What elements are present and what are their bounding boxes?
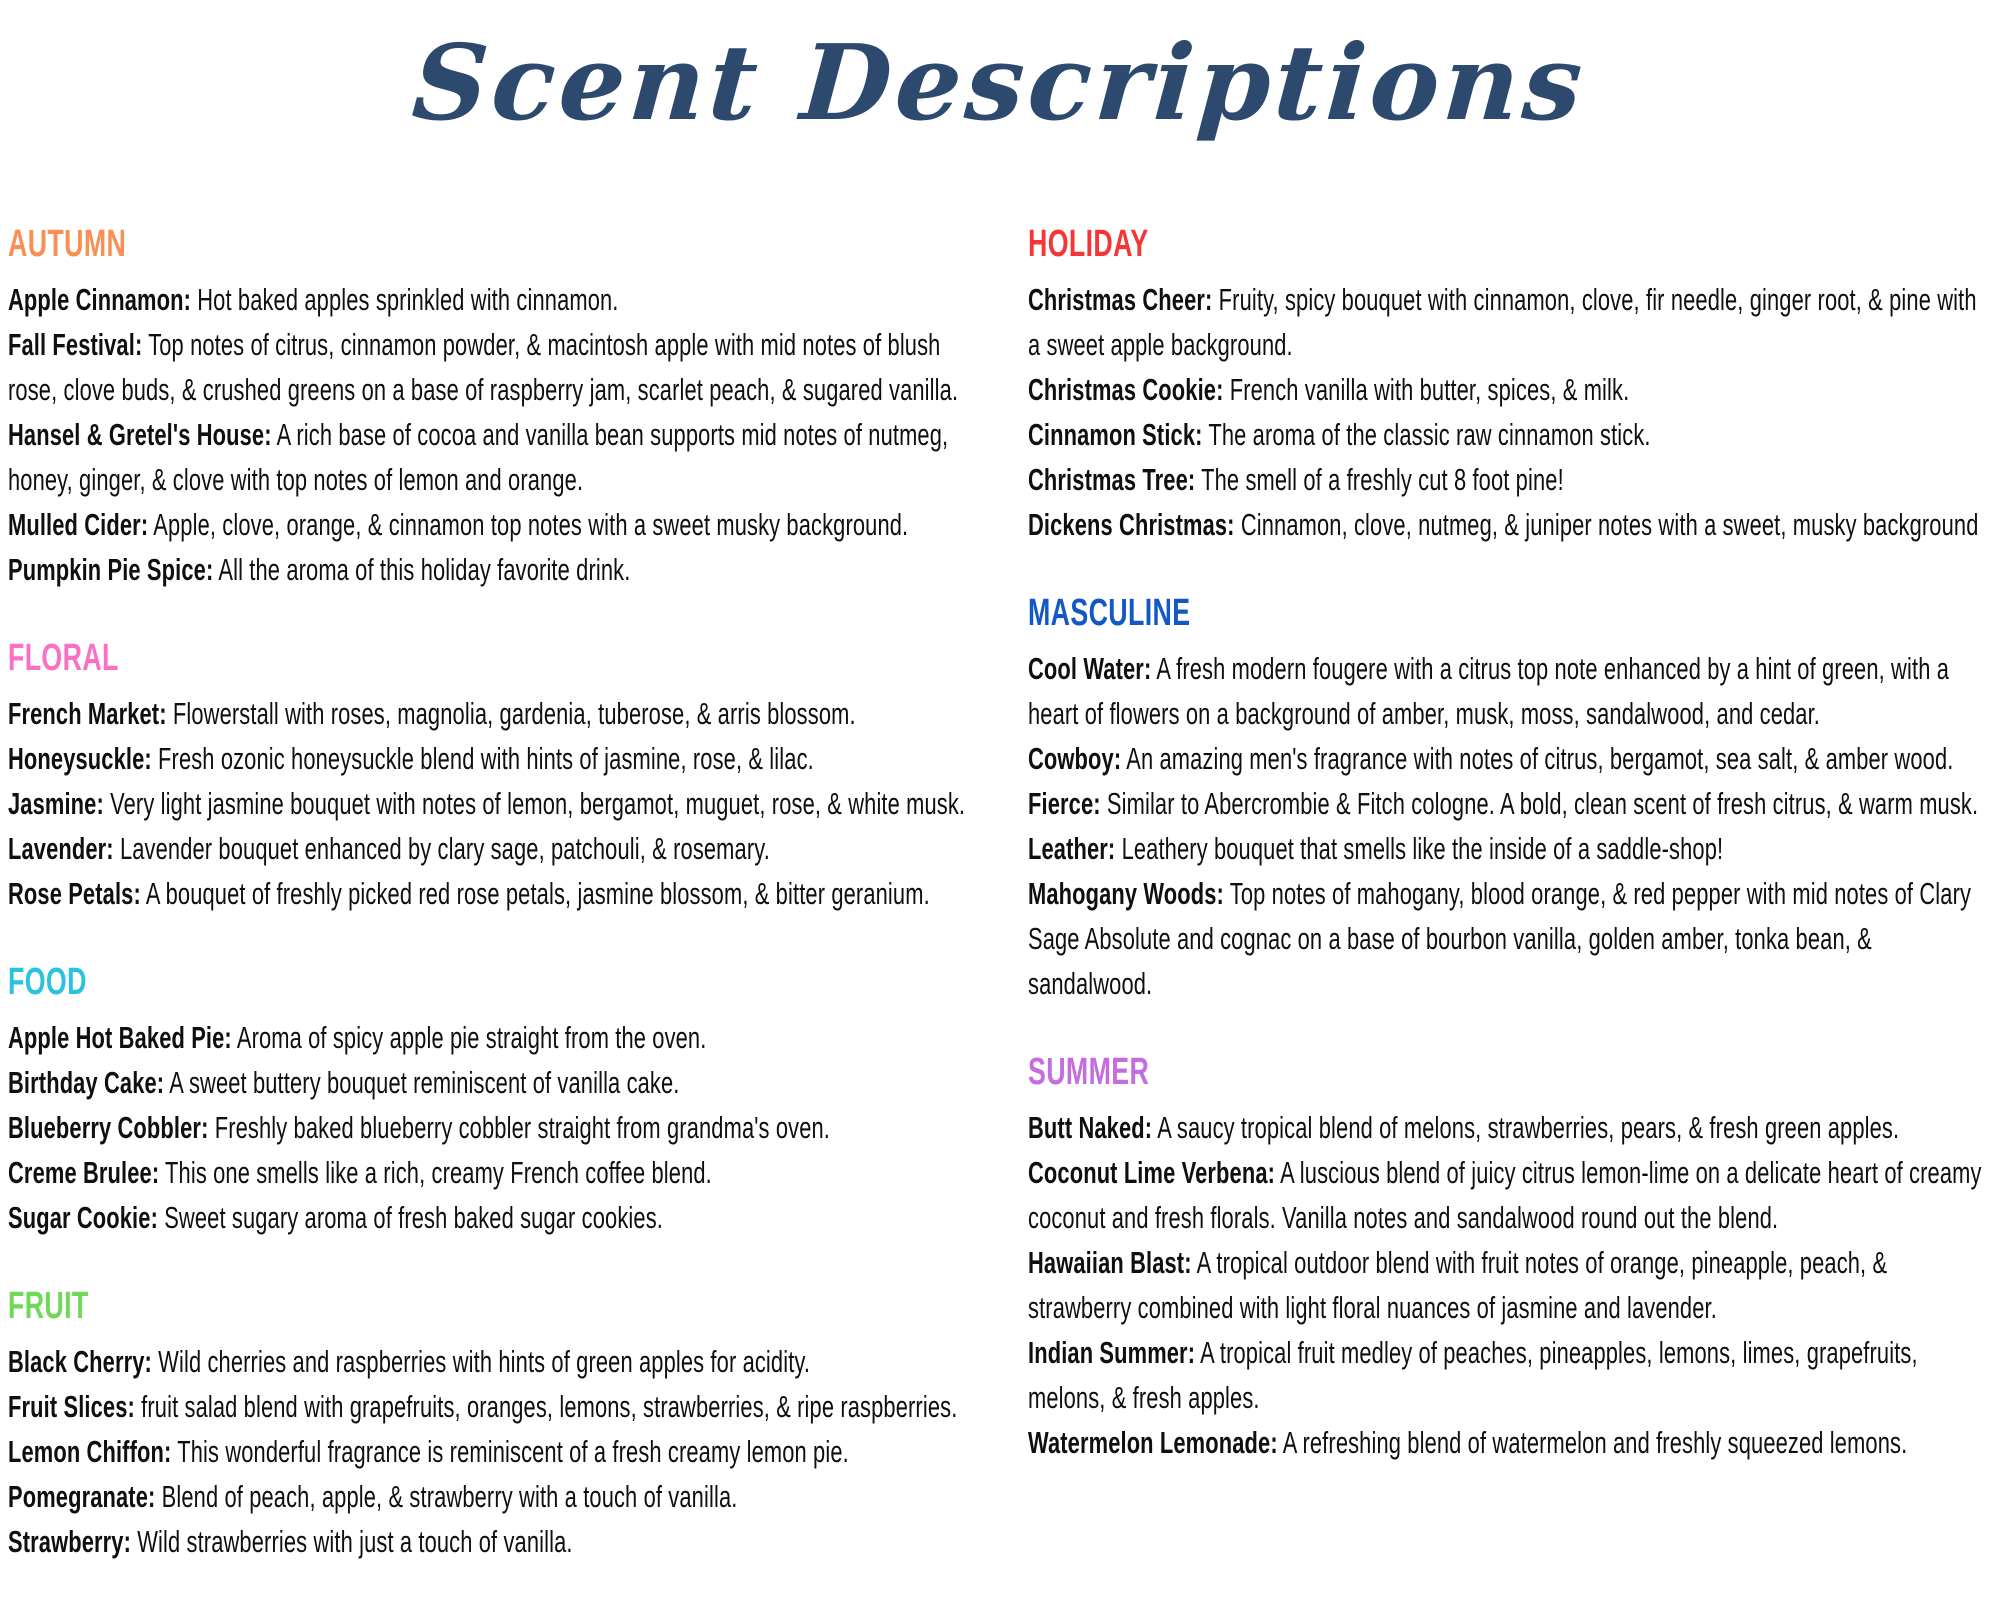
category-items [1028,277,1992,547]
scent-name: Birthday Cake: [8,1065,165,1100]
category-heading-autumn: AUTUMN [8,223,127,265]
scent-description: Fresh ozonic honeysuckle blend with hints of jasmine, rose, & lilac. [158,741,814,776]
scent-description: A fresh modern fougere with a citrus top note enhanced by a hint of green, with a heart of flowers on a background of amber, musk, moss, sandalwood, and cedar. [1028,651,1950,731]
scent-category-section [8,960,975,1240]
scent-category-section [8,1284,975,1564]
scent-entry [8,1429,975,1474]
scent-entry [1028,1240,1992,1330]
scent-entry [8,322,975,412]
scent-entry [1028,277,1992,367]
scent-entry [8,1060,975,1105]
scent-name: Creme Brulee: [8,1155,160,1190]
category-items [8,277,975,592]
scent-name: Fruit Slices: [8,1389,135,1424]
scent-name: Leather: [1028,831,1116,866]
scent-entry [8,1474,975,1519]
scent-name: Pomegranate: [8,1479,156,1514]
scent-description: An amazing men's fragrance with notes of citrus, bergamot, sea salt, & amber wood. [1126,741,1954,776]
scent-entry [8,412,975,502]
scent-name: Butt Naked: [1028,1110,1153,1145]
scent-entry [1028,646,1992,736]
scent-entry [1028,1150,1992,1240]
scent-entry [1028,781,1992,826]
scent-description: Sweet sugary aroma of fresh baked sugar cookies. [164,1200,663,1235]
scent-name: Fall Festival: [8,327,143,362]
scent-entry [1028,502,1992,547]
scent-name: Hawaiian Blast: [1028,1245,1192,1280]
category-items [8,1339,975,1564]
scent-entry [1028,412,1992,457]
scent-name: French Market: [8,696,167,731]
scent-name: Cinnamon Stick: [1028,417,1203,452]
scent-name: Hansel & Gretel's House: [8,417,272,452]
scent-entry [8,781,975,826]
scent-category-section [1028,222,1992,547]
scent-description: Wild strawberries with just a touch of vanilla. [137,1524,573,1559]
scent-entry [8,1384,975,1429]
scent-description: Very light jasmine bouquet with notes of lemon, bergamot, muguet, rose, & white musk. [110,786,966,821]
scent-name: Lemon Chiffon: [8,1434,172,1469]
category-items [1028,646,1992,1006]
scent-entry [1028,1420,1992,1465]
scent-description: This one smells like a rich, creamy French coffee blend. [165,1155,712,1190]
scent-name: Strawberry: [8,1524,132,1559]
scent-description: Similar to Abercrombie & Fitch cologne. A bold, clean scent of fresh citrus, & warm musk. [1106,786,1979,821]
scent-category-section [1028,1050,1992,1465]
scent-name: Watermelon Lemonade: [1028,1425,1278,1460]
scent-entry [8,1339,975,1384]
scent-name: Christmas Tree: [1028,462,1196,497]
scent-category-section [8,636,975,916]
scent-name: Cowboy: [1028,741,1122,776]
scent-name: Rose Petals: [8,876,141,911]
scent-entry [8,502,975,547]
scent-description: All the aroma of this holiday favorite drink. [218,552,631,587]
page-title: Scent Descriptions [408,21,1591,144]
category-items [8,691,975,916]
scent-entry [8,871,975,916]
scent-description: Wild cherries and raspberries with hints of green apples for acidity. [158,1344,811,1379]
scent-entry [8,1105,975,1150]
scent-description: Fruity, spicy bouquet with cinnamon, clove, fir needle, ginger root, & pine with a sweet apple background. [1028,282,1977,362]
scent-category-section [1028,591,1992,1006]
category-heading-masculine: MASCULINE [1028,592,1191,634]
category-heading-holiday: HOLIDAY [1028,223,1149,265]
scent-description: The smell of a freshly cut 8 foot pine! [1201,462,1564,497]
category-heading-floral: FLORAL [8,637,119,679]
scent-entry [8,736,975,781]
scent-description: A bouquet of freshly picked red rose petals, jasmine blossom, & bitter geranium. [145,876,930,911]
scent-entry [8,1150,975,1195]
scent-entry [8,547,975,592]
category-heading-fruit: FRUIT [8,1285,89,1327]
scent-description: Cinnamon, clove, nutmeg, & juniper notes with a sweet, musky background [1240,507,1979,542]
scent-description: Aroma of spicy apple pie straight from the oven. [236,1020,707,1055]
scent-description: French vanilla with butter, spices, & milk. [1229,372,1630,407]
scent-name: Apple Cinnamon: [8,282,192,317]
scent-entry [8,826,975,871]
scent-name: Dickens Christmas: [1028,507,1235,542]
scent-description: A luscious blend of juicy citrus lemon-lime on a delicate heart of creamy coconut and fresh florals. Vanilla notes and sandalwood round out the blend. [1028,1155,1982,1235]
scent-description: Top notes of citrus, cinnamon powder, & macintosh apple with mid notes of blush rose, clove buds, & crushed greens on a base of raspberry jam, scarlet peach, & sugared vanilla. [8,327,959,407]
scent-entry [8,691,975,736]
scent-name: Mulled Cider: [8,507,149,542]
scent-category-section [8,222,975,592]
scent-description: A refreshing blend of watermelon and freshly squeezed lemons. [1282,1425,1908,1460]
scent-name: Cool Water: [1028,651,1152,686]
scent-entry [1028,1105,1992,1150]
scent-description: A saucy tropical blend of melons, strawberries, pears, & fresh green apples. [1157,1110,1900,1145]
scent-entry [1028,457,1992,502]
scent-description: Hot baked apples sprinkled with cinnamon. [197,282,619,317]
scent-description: A tropical fruit medley of peaches, pineapples, lemons, limes, grapefruits, melons, & fresh apples. [1028,1335,1918,1415]
scent-entry [1028,1330,1992,1420]
scent-description: Leathery bouquet that smells like the inside of a saddle-shop! [1121,831,1724,866]
scent-description: Lavender bouquet enhanced by clary sage, patchouli, & rosemary. [119,831,770,866]
scent-name: Indian Summer: [1028,1335,1196,1370]
scent-entry [1028,367,1992,412]
category-items [8,1015,975,1240]
scent-name: Christmas Cookie: [1028,372,1224,407]
scent-name: Blueberry Cobbler: [8,1110,209,1145]
scent-entry [1028,871,1992,1006]
scent-description: The aroma of the classic raw cinnamon stick. [1208,417,1651,452]
scent-name: Pumpkin Pie Spice: [8,552,214,587]
scent-description: Top notes of mahogany, blood orange, & red pepper with mid notes of Clary Sage Absolute and cognac on a base of bourbon vanilla, golden amber, tonka bean, & sandalwood. [1028,876,1972,1001]
scent-entry [8,277,975,322]
left-column [8,222,975,1608]
scent-description: A tropical outdoor blend with fruit notes of orange, pineapple, peach, & strawberry combined with light floral nuances of jasmine and lavender. [1028,1245,1888,1325]
scent-description: Blend of peach, apple, & strawberry with a touch of vanilla. [161,1479,738,1514]
scent-name: Lavender: [8,831,114,866]
scent-entry [8,1195,975,1240]
scent-name: Sugar Cookie: [8,1200,158,1235]
scent-description: A sweet buttery bouquet reminiscent of vanilla cake. [169,1065,680,1100]
scent-entry [1028,826,1992,871]
scent-name: Christmas Cheer: [1028,282,1213,317]
scent-description: A rich base of cocoa and vanilla bean supports mid notes of nutmeg, honey, ginger, & clove with top notes of lemon and orange. [8,417,949,497]
scent-description: fruit salad blend with grapefruits, oranges, lemons, strawberries, & ripe raspberries. [141,1389,958,1424]
scent-description: Flowerstall with roses, magnolia, gardenia, tuberose, & arris blossom. [172,696,856,731]
category-heading-summer: SUMMER [1028,1051,1150,1093]
scent-description: This wonderful fragrance is reminiscent of a fresh creamy lemon pie. [177,1434,849,1469]
scent-name: Jasmine: [8,786,104,821]
scent-entry [8,1015,975,1060]
scent-entry [1028,736,1992,781]
scent-name: Apple Hot Baked Pie: [8,1020,232,1055]
category-items [1028,1105,1992,1465]
scent-entry [8,1519,975,1564]
scent-name: Coconut Lime Verbena: [1028,1155,1276,1190]
scent-name: Black Cherry: [8,1344,152,1379]
scent-name: Fierce: [1028,786,1101,821]
scent-name: Mahogany Woods: [1028,876,1224,911]
right-column [1028,222,1992,1509]
scent-name: Honeysuckle: [8,741,152,776]
category-heading-food: FOOD [8,961,87,1003]
scent-description: Freshly baked blueberry cobbler straight from grandma's oven. [214,1110,831,1145]
scent-description: Apple, clove, orange, & cinnamon top notes with a sweet musky background. [153,507,909,542]
